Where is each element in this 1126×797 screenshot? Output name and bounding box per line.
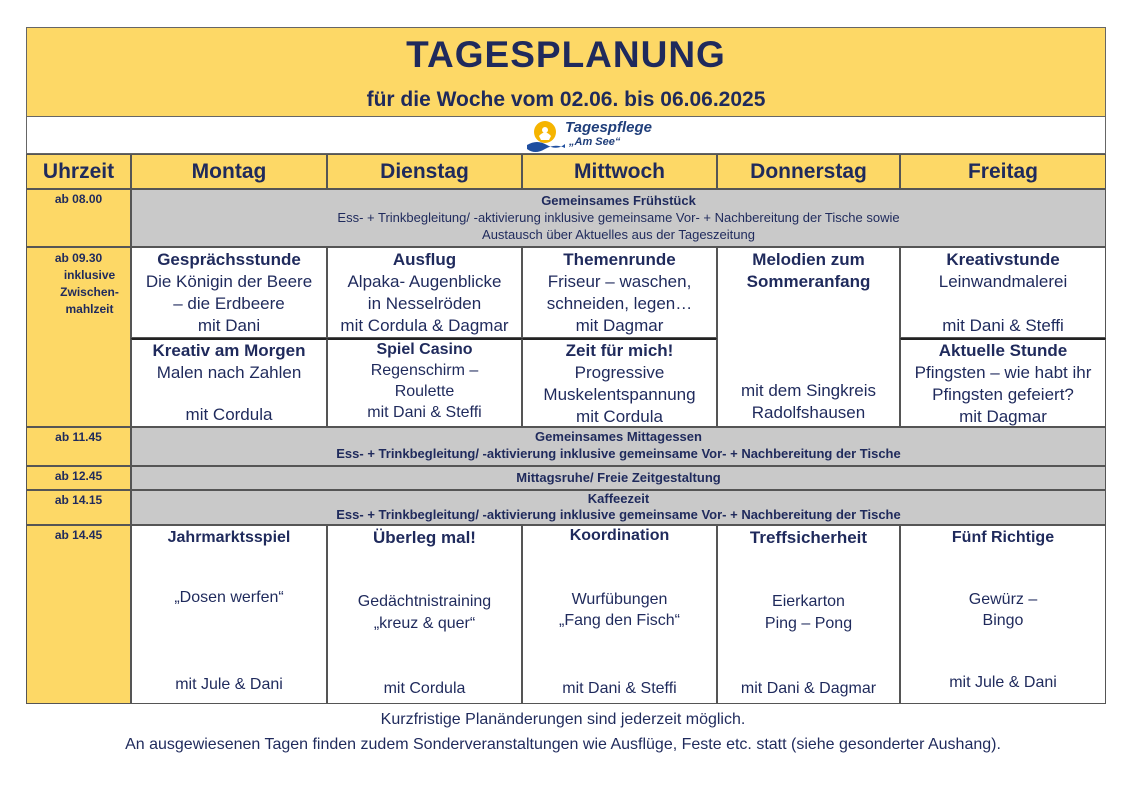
activity-line: Alpaka- Augenblicke — [347, 272, 502, 291]
activity-friday-pm — [900, 525, 1106, 704]
activity-wednesday-1 — [522, 247, 717, 338]
activity-title: Jahrmarktsspiel — [167, 529, 291, 546]
activity-leader: mit Cordula & Dagmar — [340, 316, 509, 335]
activity-friday-2 — [900, 338, 1106, 427]
activity-leader: mit Jule & Dani — [175, 676, 283, 693]
band-line: Austausch über Aktuelles aus der Tageszeitung — [482, 227, 755, 242]
band-breakfast — [131, 189, 1106, 247]
activity-line: Bingo — [982, 612, 1024, 629]
activity-line: schneiden, legen… — [546, 294, 693, 313]
activity-monday-1 — [131, 247, 327, 338]
band-title: Kaffeezeit — [587, 491, 650, 506]
activity-line: „kreuz & quer“ — [373, 615, 476, 632]
activity-leader: mit Dagmar — [575, 316, 664, 335]
time-line: Zwischen- — [60, 285, 119, 299]
activity-line: Die Königin der Beere — [145, 272, 313, 291]
time-cell-0930 — [26, 247, 131, 427]
activity-title: Spiel Casino — [376, 341, 473, 358]
sun-logo-icon — [525, 119, 565, 152]
activity-leader: mit Dagmar — [959, 407, 1047, 426]
band-coffee — [131, 490, 1106, 525]
logo-tagline: „Am See“ — [569, 136, 621, 148]
header-thursday: Donnerstag — [717, 154, 900, 189]
time-cell-1245 — [26, 466, 131, 490]
time-line: mahlzeit — [65, 302, 114, 316]
page-title: TAGESPLANUNG — [406, 34, 726, 75]
activity-line: Wurfübungen — [571, 591, 668, 608]
page-subtitle: für die Woche vom 02.06. bis 06.06.2025 — [366, 88, 766, 111]
time-label: ab 14.15 — [54, 493, 103, 507]
activity-friday-1 — [900, 247, 1106, 338]
activity-line: – die Erdbeere — [173, 294, 285, 313]
band-title: Gemeinsames Frühstück — [541, 193, 696, 208]
band-title: Gemeinsames Mittagessen — [535, 429, 702, 444]
activity-line: Radolfshausen — [751, 403, 866, 422]
activity-leader: mit Jule & Dani — [949, 674, 1057, 691]
activity-line: „Dosen werfen“ — [174, 589, 284, 606]
activity-leader: mit Dani & Steffi — [562, 680, 677, 697]
activity-leader: mit Dani — [197, 316, 261, 335]
header-friday: Freitag — [900, 154, 1106, 189]
band-lunch — [131, 427, 1106, 466]
activity-leader: mit Dani & Dagmar — [740, 680, 877, 697]
time-label — [27, 248, 130, 318]
header-time: Uhrzeit — [26, 154, 131, 189]
time-line: ab 09.30 — [54, 251, 103, 265]
activity-line: Muskelentspannung — [543, 385, 696, 404]
activity-monday-pm — [131, 525, 327, 704]
time-label: ab 08.00 — [54, 192, 103, 206]
activity-title: Kreativ am Morgen — [152, 341, 306, 360]
activity-leader: mit Dani & Steffi — [367, 404, 482, 421]
page-header — [26, 27, 1106, 117]
activity-leader: mit Cordula — [383, 680, 466, 697]
activity-line: Eierkarton — [772, 593, 845, 610]
activity-title: Aktuelle Stunde — [938, 341, 1068, 360]
activity-tuesday-1 — [327, 247, 522, 338]
footer-note-events: An ausgewiesenen Tagen finden zudem Sonderveranstaltungen wie Ausflüge, Feste etc. statt (siehe gesonderter Aushang). — [125, 736, 1001, 753]
band-line: Ess- + Trinkbegleitung/ -aktivierung inklusive gemeinsame Vor- + Nachbereitung der Tische sowie — [337, 210, 900, 225]
activity-line: Ping – Pong — [764, 615, 853, 632]
time-cell-1445 — [26, 525, 131, 704]
activity-title: Melodien zum — [752, 250, 865, 269]
activity-leader: mit Cordula — [576, 407, 663, 426]
activity-monday-2 — [131, 338, 327, 427]
activity-tuesday-2 — [327, 338, 522, 427]
activity-line: Gewürz – — [968, 591, 1038, 608]
activity-line: „Fang den Fisch“ — [559, 612, 680, 629]
logo-bar — [26, 117, 1106, 154]
band-title: Mittagsruhe/ Freie Zeitgestaltung — [516, 470, 721, 485]
activity-line: mit dem Singkreis — [740, 381, 877, 400]
logo-name: Tagespflege — [565, 119, 652, 136]
activity-leader: mit Dani & Steffi — [942, 316, 1064, 335]
activity-thursday-pm — [717, 525, 900, 704]
time-cell-1145 — [26, 427, 131, 466]
activity-title: Ausflug — [392, 250, 457, 269]
activity-tuesday-pm — [327, 525, 522, 704]
activity-title: Treffsicherheit — [749, 528, 868, 547]
header-wednesday: Mittwoch — [522, 154, 717, 189]
activity-leader: mit Cordula — [185, 405, 273, 424]
activity-line: Pfingsten gefeiert? — [932, 385, 1074, 404]
activity-line: Leinwandmalerei — [938, 272, 1068, 291]
band-line: Ess- + Trinkbegleitung/ -aktivierung inklusive gemeinsame Vor- + Nachbereitung der Tische — [336, 507, 901, 522]
activity-line: Malen nach Zahlen — [156, 363, 302, 382]
header-monday: Montag — [131, 154, 327, 189]
activity-line: in Nesselröden — [367, 294, 482, 313]
activity-line: Pfingsten – wie habt ihr — [914, 363, 1092, 382]
activity-title: Koordination — [569, 527, 670, 544]
time-cell-1415 — [26, 490, 131, 525]
activity-line: Progressive — [574, 363, 665, 382]
time-cell-0800 — [26, 189, 131, 247]
time-line: inklusive — [63, 268, 116, 282]
activity-title: Sommeranfang — [746, 272, 871, 291]
time-label: ab 14.45 — [54, 528, 103, 542]
activity-title: Kreativstunde — [946, 250, 1060, 269]
logo — [525, 119, 675, 152]
activity-line: Regenschirm – — [370, 362, 479, 379]
activity-line: Roulette — [394, 383, 455, 400]
activity-line: Friseur – waschen, — [547, 272, 692, 291]
activity-wednesday-2 — [522, 338, 717, 427]
time-label: ab 11.45 — [55, 430, 102, 444]
activity-line: Gedächtnistraining — [357, 593, 492, 610]
activity-wednesday-pm — [522, 525, 717, 704]
header-tuesday: Dienstag — [327, 154, 522, 189]
footer-note-changes: Kurzfristige Planänderungen sind jederzeit möglich. — [380, 711, 746, 728]
activity-title: Gesprächsstunde — [157, 250, 301, 269]
band-line: Ess- + Trinkbegleitung/ -aktivierung inklusive gemeinsame Vor- + Nachbereitung der Tische — [336, 446, 901, 461]
band-rest — [131, 466, 1106, 490]
activity-title: Fünf Richtige — [951, 529, 1055, 546]
activity-title: Überleg mal! — [373, 528, 476, 547]
activity-title: Themenrunde — [563, 250, 676, 269]
time-label: ab 12.45 — [54, 469, 103, 483]
activity-title: Zeit für mich! — [565, 341, 674, 360]
activity-thursday-1 — [717, 247, 900, 427]
